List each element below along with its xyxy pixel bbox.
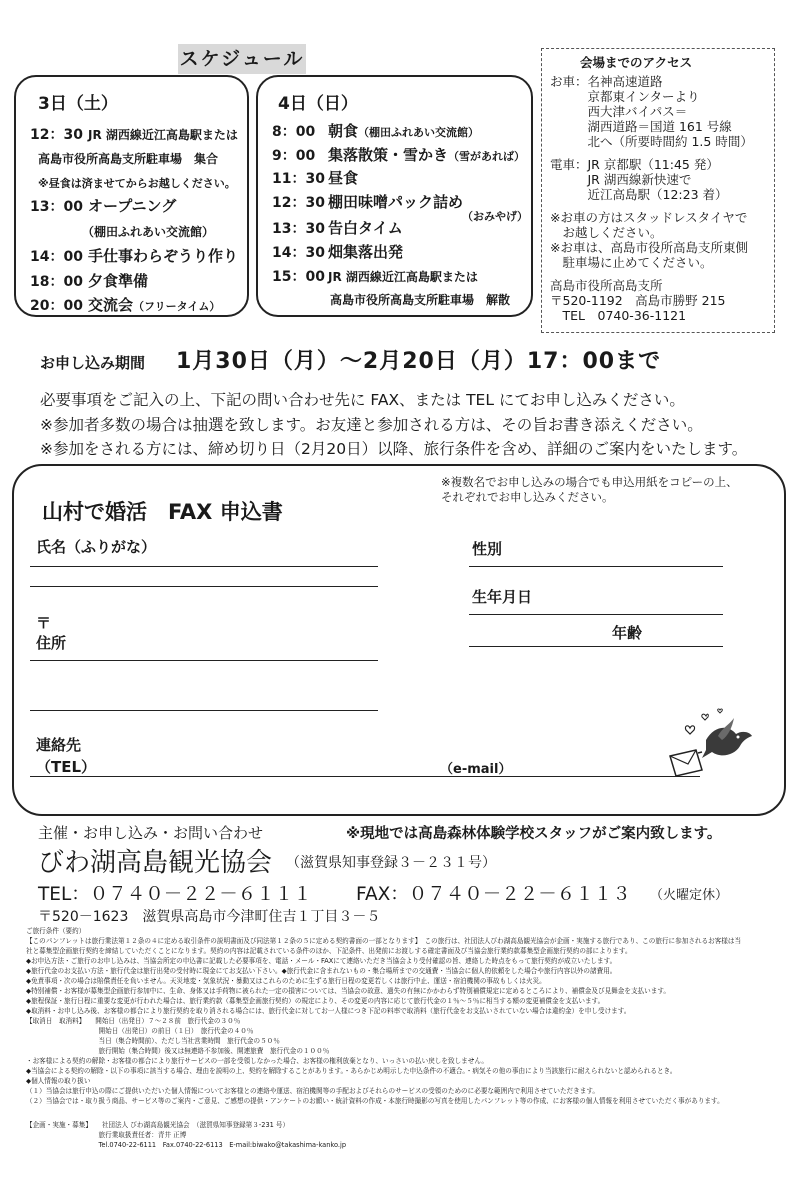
age-label: 年齢 xyxy=(612,624,643,642)
fine-line xyxy=(26,1106,786,1120)
day1-heading: 3日（土） xyxy=(38,94,118,114)
gender-label: 性別 xyxy=(472,540,503,558)
organizer-tel: TEL：０７４０－２２－６１１１ xyxy=(38,884,312,905)
birthdate-field[interactable] xyxy=(469,614,723,615)
fine-line: ◆個人情報の取り扱い xyxy=(26,1077,91,1085)
birthdate-label: 生年月日 xyxy=(472,588,533,606)
day1-item: （棚田ふれあい交流館） xyxy=(82,225,215,239)
fine-line: 社と募集型企画旅行契約を締結していただくことになります。契約の内容は記載されている条件のほか、下記条件、出発前にお渡しする確定書面及び当協会旅行業約款募集型企画旅行契約の部によります。 xyxy=(26,947,632,955)
name-field-line2[interactable] xyxy=(30,586,378,587)
copy-note: それぞれでお申し込みください。 xyxy=(441,490,614,504)
bird-letter-icon xyxy=(662,706,758,782)
access-line: 高島市役所高島支所 xyxy=(550,278,663,293)
day1-item: 高島市役所高島支所駐車場 集合 xyxy=(38,152,219,166)
fine-line: Tel.0740-22-6111 Fax.0740-22-6113 E-mail:biwako@takashima-kanko.jp xyxy=(26,1141,347,1149)
terms-fine-print xyxy=(26,926,786,1174)
access-line: 西大津バイパス＝ xyxy=(550,104,688,119)
day2-heading: 4日（日） xyxy=(278,94,358,114)
access-line: 北へ（所要時間約 1.5 時間） xyxy=(550,134,753,149)
fine-line: 当日（集合時間前）、ただし当社営業時間 旅行代金の５０％ xyxy=(26,1037,280,1045)
organizer-registration: （滋賀県知事登録３－２３１号） xyxy=(286,855,496,871)
fine-line: ◆当協会による契約の解除・以下の事項に該当する場合、理由を説明の上、契約を解除することがあります。・あらかじめ明示した申込条件の不適合。・病気その他の事由により当該旅行に耐えられないと認められるとき。 xyxy=(26,1067,677,1075)
email-label: （e-mail） xyxy=(440,762,512,777)
schedule-title: スケジュール xyxy=(178,44,306,74)
address-field-line2[interactable] xyxy=(30,710,378,711)
gender-field[interactable] xyxy=(469,566,723,567)
day2-item: 11：30 昼食 xyxy=(272,169,359,187)
name-label: 氏名（ふりがな） xyxy=(36,538,157,556)
access-line: 湖西道路＝国道 161 号線 xyxy=(550,119,732,134)
fine-line: 【取消日 取消料】 開始日（出発日）７～２８前 旅行代金の３０％ xyxy=(26,1017,241,1025)
day1-item: 12：30 JR 湖西線近江高島駅または xyxy=(30,127,238,143)
access-line: TEL 0740-36-1121 xyxy=(550,308,687,323)
address-field[interactable] xyxy=(30,660,378,661)
fine-line: ◆特別補償・お客様が募集型企画旅行参加中に、生命、身体又は手荷物に被られた一定の損害については、当協会の故意、過失の有無にかかわらず特別補償規定に定めるところにより、補償金及び見舞金を支払います。 xyxy=(26,987,671,995)
access-title: 会場までのアクセス xyxy=(580,55,693,70)
access-line: お越しください。 xyxy=(550,225,663,240)
period-label: お申し込み期間 xyxy=(40,354,146,372)
postal-mark: 〒 xyxy=(36,614,52,632)
schedule-day1-box xyxy=(14,75,249,317)
fine-line: 旅行業取扱責任者：青井 正博 xyxy=(26,1131,187,1139)
organizer-closed-day: （火曜定休） xyxy=(650,888,729,903)
day1-item: 14：00 手仕事わらぞうり作り xyxy=(30,247,239,265)
fine-line: ご旅行条件（要約） xyxy=(26,927,86,935)
access-line: 京都東インターより xyxy=(550,89,700,104)
copy-note: ※複数名でお申し込みの場合でも申込用紙をコピーの上、 xyxy=(441,475,738,489)
access-line: ※お車は、高島市役所高島支所東側 xyxy=(550,240,748,255)
access-line: JR 湖西線新快速で xyxy=(550,172,692,187)
day2-item: 9：00 集落散策・雪かき（雪があれば） xyxy=(272,146,526,164)
day1-item: 20：00 交流会（フリータイム） xyxy=(30,296,221,314)
fine-line: ・お客様による契約の解除・お客様の都合により旅行サービスの一部を受領しなかった場合、お客様の権利放棄となり、いっさいの払い戻しを致しません。 xyxy=(26,1057,488,1065)
fine-line: 開始日（出発日）の前日（１日） 旅行代金の４０％ xyxy=(26,1027,254,1035)
organizer-address: 〒520－1623 滋賀県高島市今津町住吉１丁目３－５ xyxy=(38,909,381,925)
fine-line: ◆取消料・お申し込み後、お客様の都合により旅行契約を取り消される場合には、旅行代金に対してお一人様につき下記の料率で取消料（旅行代金をお支払いされていない場合は違約金）を申し受けます。 xyxy=(26,1007,631,1015)
day2-item: 15：00 JR 湖西線近江高島駅または xyxy=(272,269,478,285)
fine-line: ◆旅行代金のお支払い方法・旅行代金は旅行出発の受付時に現金にてお支払い下さい。◆旅行代金に含まれないもの・集合場所までの交通費・当協会に個人的依頼をした場合や旅行内容以外の諸費用。 xyxy=(26,967,617,975)
access-line: ※お車の方はスタッドレスタイヤで xyxy=(550,210,748,225)
day2-item: 13：30 告白タイム xyxy=(272,219,403,237)
access-line: お車：名神高速道路 xyxy=(550,74,663,89)
organizer-caption: 主催・お申し込み・お問い合わせ xyxy=(38,824,264,842)
fine-line: ◆免責事項・次の場合は賠償責任を負いません。天災地変・気象状況・暴動又はこれらのために生ずる旅行日程の変更若しくは旅行中止、運送・宿泊機関の事故もしくは火災。 xyxy=(26,977,546,985)
tel-field[interactable] xyxy=(30,776,700,777)
access-line: 〒520-1192 高島市勝野 215 xyxy=(550,293,726,308)
fine-line: （１）当協会は旅行申込の際にご提供いただいた個人情報についてお客様との連絡や運送、宿泊機関等の手配およびそれらのサービスの受領のためのに必要な範囲内で利用させていただきます。 xyxy=(26,1087,599,1095)
organizer-name: びわ湖高島観光協会 xyxy=(38,848,273,878)
contact-label: 連絡先 xyxy=(36,736,82,754)
notice-line: ※参加をされる方には、締め切り日（2月20日）以降、旅行条件を含め、詳細のご案内をいたします。 xyxy=(40,440,748,458)
age-field[interactable] xyxy=(469,646,723,647)
day2-item: 8：00 朝食（棚田ふれあい交流館） xyxy=(272,122,480,140)
day2-item-note: （おみやげ） xyxy=(462,210,528,223)
notice-line: 必要事項をご記入の上、下記の問い合わせ先に FAX、または TEL にてお申し込みください。 xyxy=(40,391,685,409)
fax-application-form xyxy=(12,464,786,816)
day2-item: 14：30 畑集落出発 xyxy=(272,243,404,261)
access-box xyxy=(541,48,775,333)
notice-line: ※参加者多数の場合は抽選を致します。お友達と参加される方は、その旨お書き添えください。 xyxy=(40,416,703,434)
access-line: 近江高島駅（12:23 着） xyxy=(550,187,728,202)
fine-line: （２）当協会では・取り扱う商品、サービス等のご案内・ご意見、ご感想の提供・アンケートのお願い・統計資料の作成・本旅行時撮影の写真を使用したパンフレット等の作成、にお客様の個人情報を利用させていただく事があります。 xyxy=(26,1097,724,1105)
organizer-fax: FAX：０７４０－２２－６１１３ xyxy=(356,884,631,905)
access-line: 駐車場に止めてください。 xyxy=(550,255,713,270)
form-title: 山村で婚活 FAX 申込書 xyxy=(42,500,283,524)
schedule-day2-box xyxy=(256,75,533,317)
day2-item: 高島市役所高島支所駐車場 解散 xyxy=(330,293,511,307)
fine-line: ◆旅程保証・旅行日程に重要な変更が行われた場合は、旅行業約款（募集型企画旅行契約）の規定により、その変更の内容に応じて旅行代金の１％～５％に相当する額の変更補償金を支払います。 xyxy=(26,997,605,1005)
staff-note: ※現地では高島森林体験学校スタッフがご案内致します。 xyxy=(346,826,722,842)
day1-item: 13：00 オープニング xyxy=(30,197,177,215)
fine-line: 【企画・実施・募集】 社団法人 びわ湖高島観光協会 （滋賀県知事登録第３-231 号） xyxy=(26,1121,290,1129)
address-label: 住所 xyxy=(36,634,67,652)
day1-item: 18：00 夕食準備 xyxy=(30,272,149,290)
period-value: 1月30日（月）～2月20日（月）17：00まで xyxy=(176,349,662,374)
day2-item: 12：30 棚田味噌パック詰め xyxy=(272,193,464,211)
fine-line: 旅行開始（集合時間）後又は無連絡不参加後、開連旅費 旅行代金の１００％ xyxy=(26,1047,330,1055)
fine-line: 【このパンフレットは旅行業法第１２条の４に定める取引条件の説明書面及び同法第１２条の５に定める契約書面の一部となります】 この旅行は、社団法人びわ湖高島観光協会が企画・実施する旅行であり、この旅行に参加されるお客様は当 xyxy=(26,937,742,945)
fine-line: ◆お申込方法・ご旅行のお申し込みは、当協会所定の申込書に記載した必要事項を、電話・メール・FAXにて連絡いただき当協会より受付確認の旨、連絡した時点をもって旅行契約が成立いたします。 xyxy=(26,957,617,965)
tel-label: （TEL） xyxy=(36,758,97,776)
access-line: 電車：JR 京都駅（11:45 発） xyxy=(550,157,719,172)
day1-item: ※昼食は済ませてからお越しください。 xyxy=(38,177,236,190)
name-field[interactable] xyxy=(30,566,378,567)
